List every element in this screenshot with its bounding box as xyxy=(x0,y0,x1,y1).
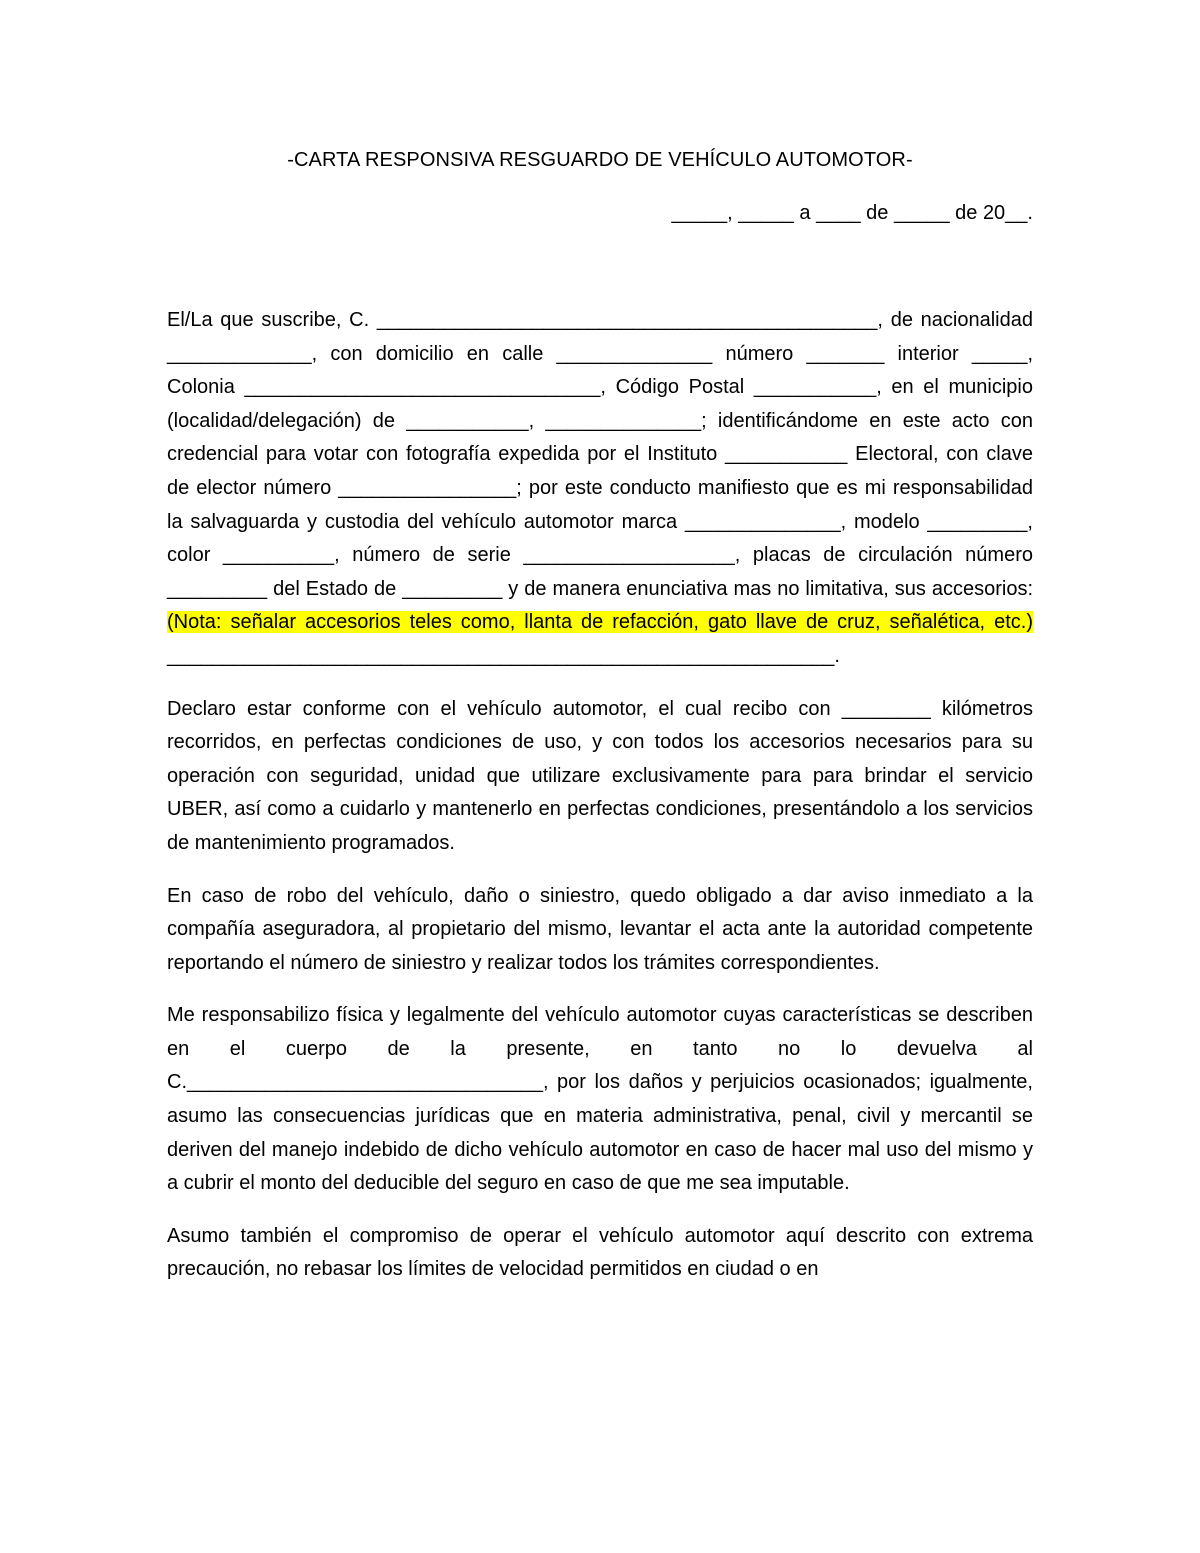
paragraph-declarant-text: El/La que suscribe, C. _____________________________________________, de nacionalidad _____________, con domicilio en calle ______________ número _______ interior _____, Colonia ________________________________, Código Postal ___________, en el municipio (localidad/delegación) de ___________, ______________; identificándome en este acto con credencial para votar con fotografía expedida por el Instituto ___________ Electoral, con clave de elector número ________________; por este conducto manifiesto que es mi responsabilidad la salvaguarda y custodia del vehículo automotor marca ______________, modelo _________, color __________, número de serie ___________________, placas de circulación número _________ del Estado de _________ y de manera enunciativa mas no limitativa, sus accesorios: xyxy=(167,309,1033,600)
date-line: _____, _____ a ____ de _____ de 20__. xyxy=(671,202,1033,224)
highlighted-note: (Nota: señalar accesorios teles como, llanta de refacción, gato llave de cruz, señalética, etc.) xyxy=(167,611,1033,634)
document-title: -CARTA RESPONSIVA RESGUARDO DE VEHÍCULO AUTOMOTOR- xyxy=(287,149,913,171)
paragraph-conformity: Declaro estar conforme con el vehículo automotor, el cual recibo con ________ kilómetros recorridos, en perfectas condiciones de uso, y con todos los accesorios necesarios para su operación con seguridad, unidad que utilizare exclusivamente para para brindar el servicio UBER, así como a cuidarlo y mantenerlo en perfectas condiciones, presentándolo a los servicios de mantenimiento programados. xyxy=(167,697,1033,854)
paragraph-theft: En caso de robo del vehículo, daño o siniestro, quedo obligado a dar aviso inmediato a la compañía aseguradora, al propietario del mismo, levantar el acta ante la autoridad competente reportando el número de siniestro y realizar todos los trámites correspondientes. xyxy=(167,884,1033,974)
paragraph-declarant xyxy=(167,304,1033,674)
paragraph-declarant-end: ____________________________________________________________. xyxy=(167,644,840,667)
paragraph-responsibility: Me responsabilizo física y legalmente del vehículo automotor cuyas características se describen en el cuerpo de la presente, en tanto no lo devuelva al C.________________________________, por los daños y perjuicios ocasionados; igualmente, asumo las consecuencias jurídicas que en materia administrativa, penal, civil y mercantil se deriven del manejo indebido de dicho vehículo automotor en caso de hacer mal uso del mismo y a cubrir el monto del deducible del seguro en caso de que me sea imputable. xyxy=(167,1004,1033,1195)
paragraph-commitment: Asumo también el compromiso de operar el vehículo automotor aquí descrito con extrema precaución, no rebasar los límites de velocidad permitidos en ciudad o en xyxy=(167,1224,1033,1281)
document-body xyxy=(167,304,1033,1306)
